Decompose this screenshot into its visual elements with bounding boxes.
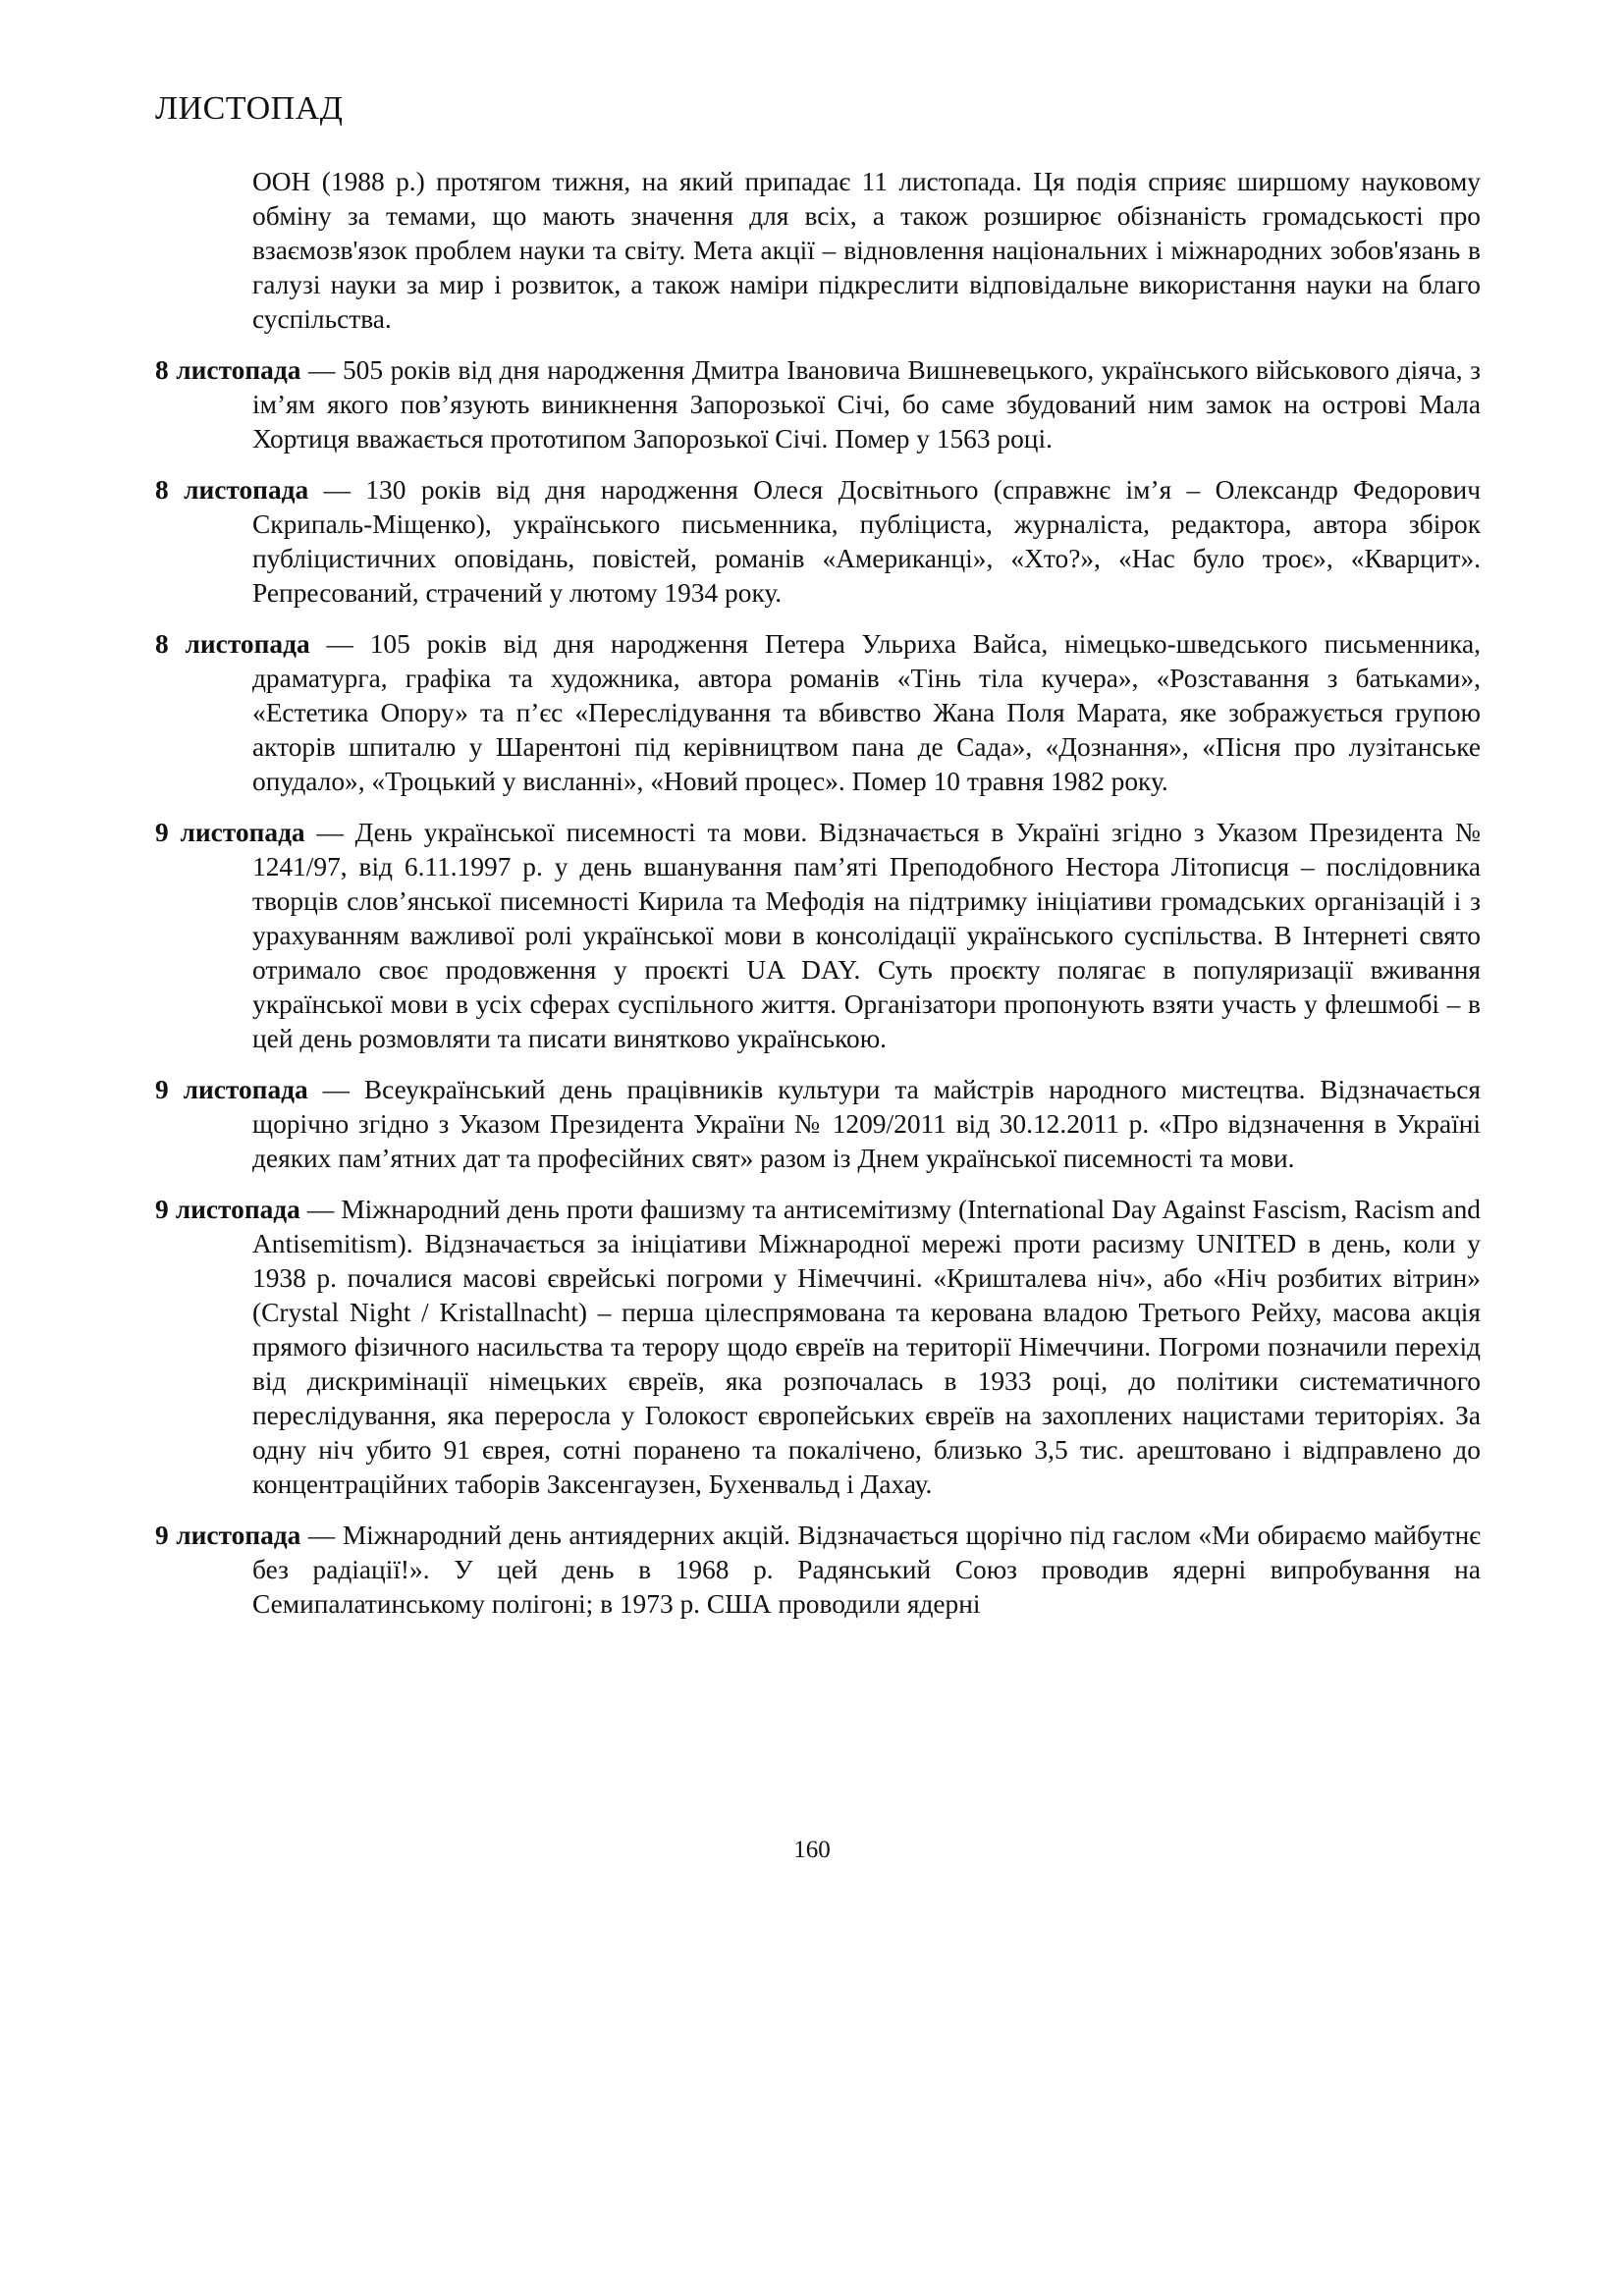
entry-date: 8 листопада <box>155 629 310 659</box>
entry-date: 8 листопада <box>155 475 309 505</box>
entry-date: 9 листопада <box>155 1195 300 1224</box>
entry-text: — Міжнародний день антиядерних акцій. Відзначається щорічно під гаслом «Ми обираємо майбутнє без радіації!». У цей день в 1968 р. Радянський Союз проводив ядерні випробування на Семипалатинському полігоні; в 1973 р. США проводили ядерні <box>252 1521 1481 1619</box>
entry-date: 9 листопада <box>155 818 305 847</box>
page-number: 160 <box>793 1837 831 1863</box>
entry-text: — 105 років від дня народження Петера Ульриха Вайса, німецько-шведського письменника, драматурга, графіка та художника, автора романів «Тінь тіла кучера», «Розставання з батьками», «Естетика Опору» та п’єс «Переслідування та вбивство Жана Поля Марата, яке зображується групою акторів шпиталю у Шарентоні під керівництвом пана де Сада», «Дознання», «Пісня про лузітанське опудало», «Троцький у висланні», «Новий процес». Помер 10 травня 1982 року. <box>252 629 1481 796</box>
entry-text: — 505 років від дня народження Дмитра Івановича Вишневецького, українського військового діяча, з ім’ям якого пов’язують виникнення Запорозької Січі, бо саме збудований ним замок на острові Мала Хортиця вважається прототипом Запорозької Січі. Помер у 1563 році. <box>252 355 1482 454</box>
calendar-content <box>155 165 1481 1638</box>
continued-paragraph: ООН (1988 р.) протягом тижня, на який припадає 11 листопада. Ця подія сприяє ширшому науковому обміну за темами, що мають значення для всіх, а також розширює обізнаність громадськості про взаємозв'язок проблем науки та світу. Мета акції – відновлення національних і міжнародних зобов'язань в галузі науки за мир і розвиток, а також наміри підкреслити відповідальне використання науки на благо суспільства. <box>252 167 1481 334</box>
calendar-entry <box>155 1073 1481 1176</box>
calendar-entry <box>155 473 1481 611</box>
calendar-entry <box>155 1193 1481 1502</box>
entry-date: 8 листопада <box>155 355 301 385</box>
entry-text: — 130 років від дня народження Олеся Досвітнього (справжнє ім’я – Олександр Федорович Скрипаль-Міщенко), українського письменника, публіциста, журналіста, редактора, автора збірок публіцистичних оповідань, повістей, романів «Американці», «Хто?», «Нас було троє», «Кварцит». Репресований, страчений у лютому 1934 року. <box>252 475 1481 608</box>
calendar-entry <box>155 627 1481 799</box>
entry-text: — День української писемності та мови. Відзначається в Україні згідно з Указом Президента № 1241/97, від 6.11.1997 р. у день вшанування пам’яті Преподобного Нестора Літописця – послідовника творців слов’янської писемності Кирила та Мефодія на підтримку ініціативи громадських організацій і з урахуванням важливої ролі української мови в консолідації українського суспільства. В Інтернеті свято отримало своє продовження у проєкті UA DAY. Суть проєкту полягає в популяризації вживання української мови в усіх сферах суспільного життя. Організатори пропонують взяти участь у флешмобі – в цей день розмовляти та писати винятково українською. <box>252 818 1481 1053</box>
calendar-entry <box>155 353 1481 456</box>
calendar-entry <box>155 816 1481 1056</box>
entry-text: — Міжнародний день проти фашизму та антисемітизму (International Day Against Fascism, Racism and Antisemitism). Відзначається за ініціативи Міжнародної мережі проти расизму UNITED в день, коли у 1938 р. почалися масові єврейські погроми у Німеччині. «Кришталева ніч», або «Ніч розбитих вітрин» (Crystal Night / Kristallnacht) – перша цілеспрямована та керована владою Третього Рейху, масова акція прямого фізичного насильства та терору щодо євреїв на території Німеччини. Погроми позначили перехід від дискримінації німецьких євреїв, яка розпочалась в 1933 році, до політики систематичного переслідування, яка переросла у Голокост європейських євреїв на захоплених нацистами територіях. За одну ніч убито 91 єврея, сотні поранено та покалічено, близько 3,5 тис. арештовано і відправлено до концентраційних таборів Заксенгаузен, Бухенвальд і Дахау. <box>252 1195 1481 1499</box>
running-header-month: ЛИСТОПАД <box>155 90 344 127</box>
entry-date: 9 листопада <box>155 1075 308 1104</box>
entry-text: — Всеукраїнський день працівників культури та майстрів народного мистецтва. Відзначається щорічно згідно з Указом Президента України № 1209/2011 від 30.12.2011 р. «Про відзначення в Україні деяких пам’ятних дат та професійних свят» разом із Днем української писемності та мови. <box>252 1075 1481 1173</box>
entry-date: 9 листопада <box>155 1521 301 1550</box>
calendar-entry <box>155 1519 1481 1622</box>
